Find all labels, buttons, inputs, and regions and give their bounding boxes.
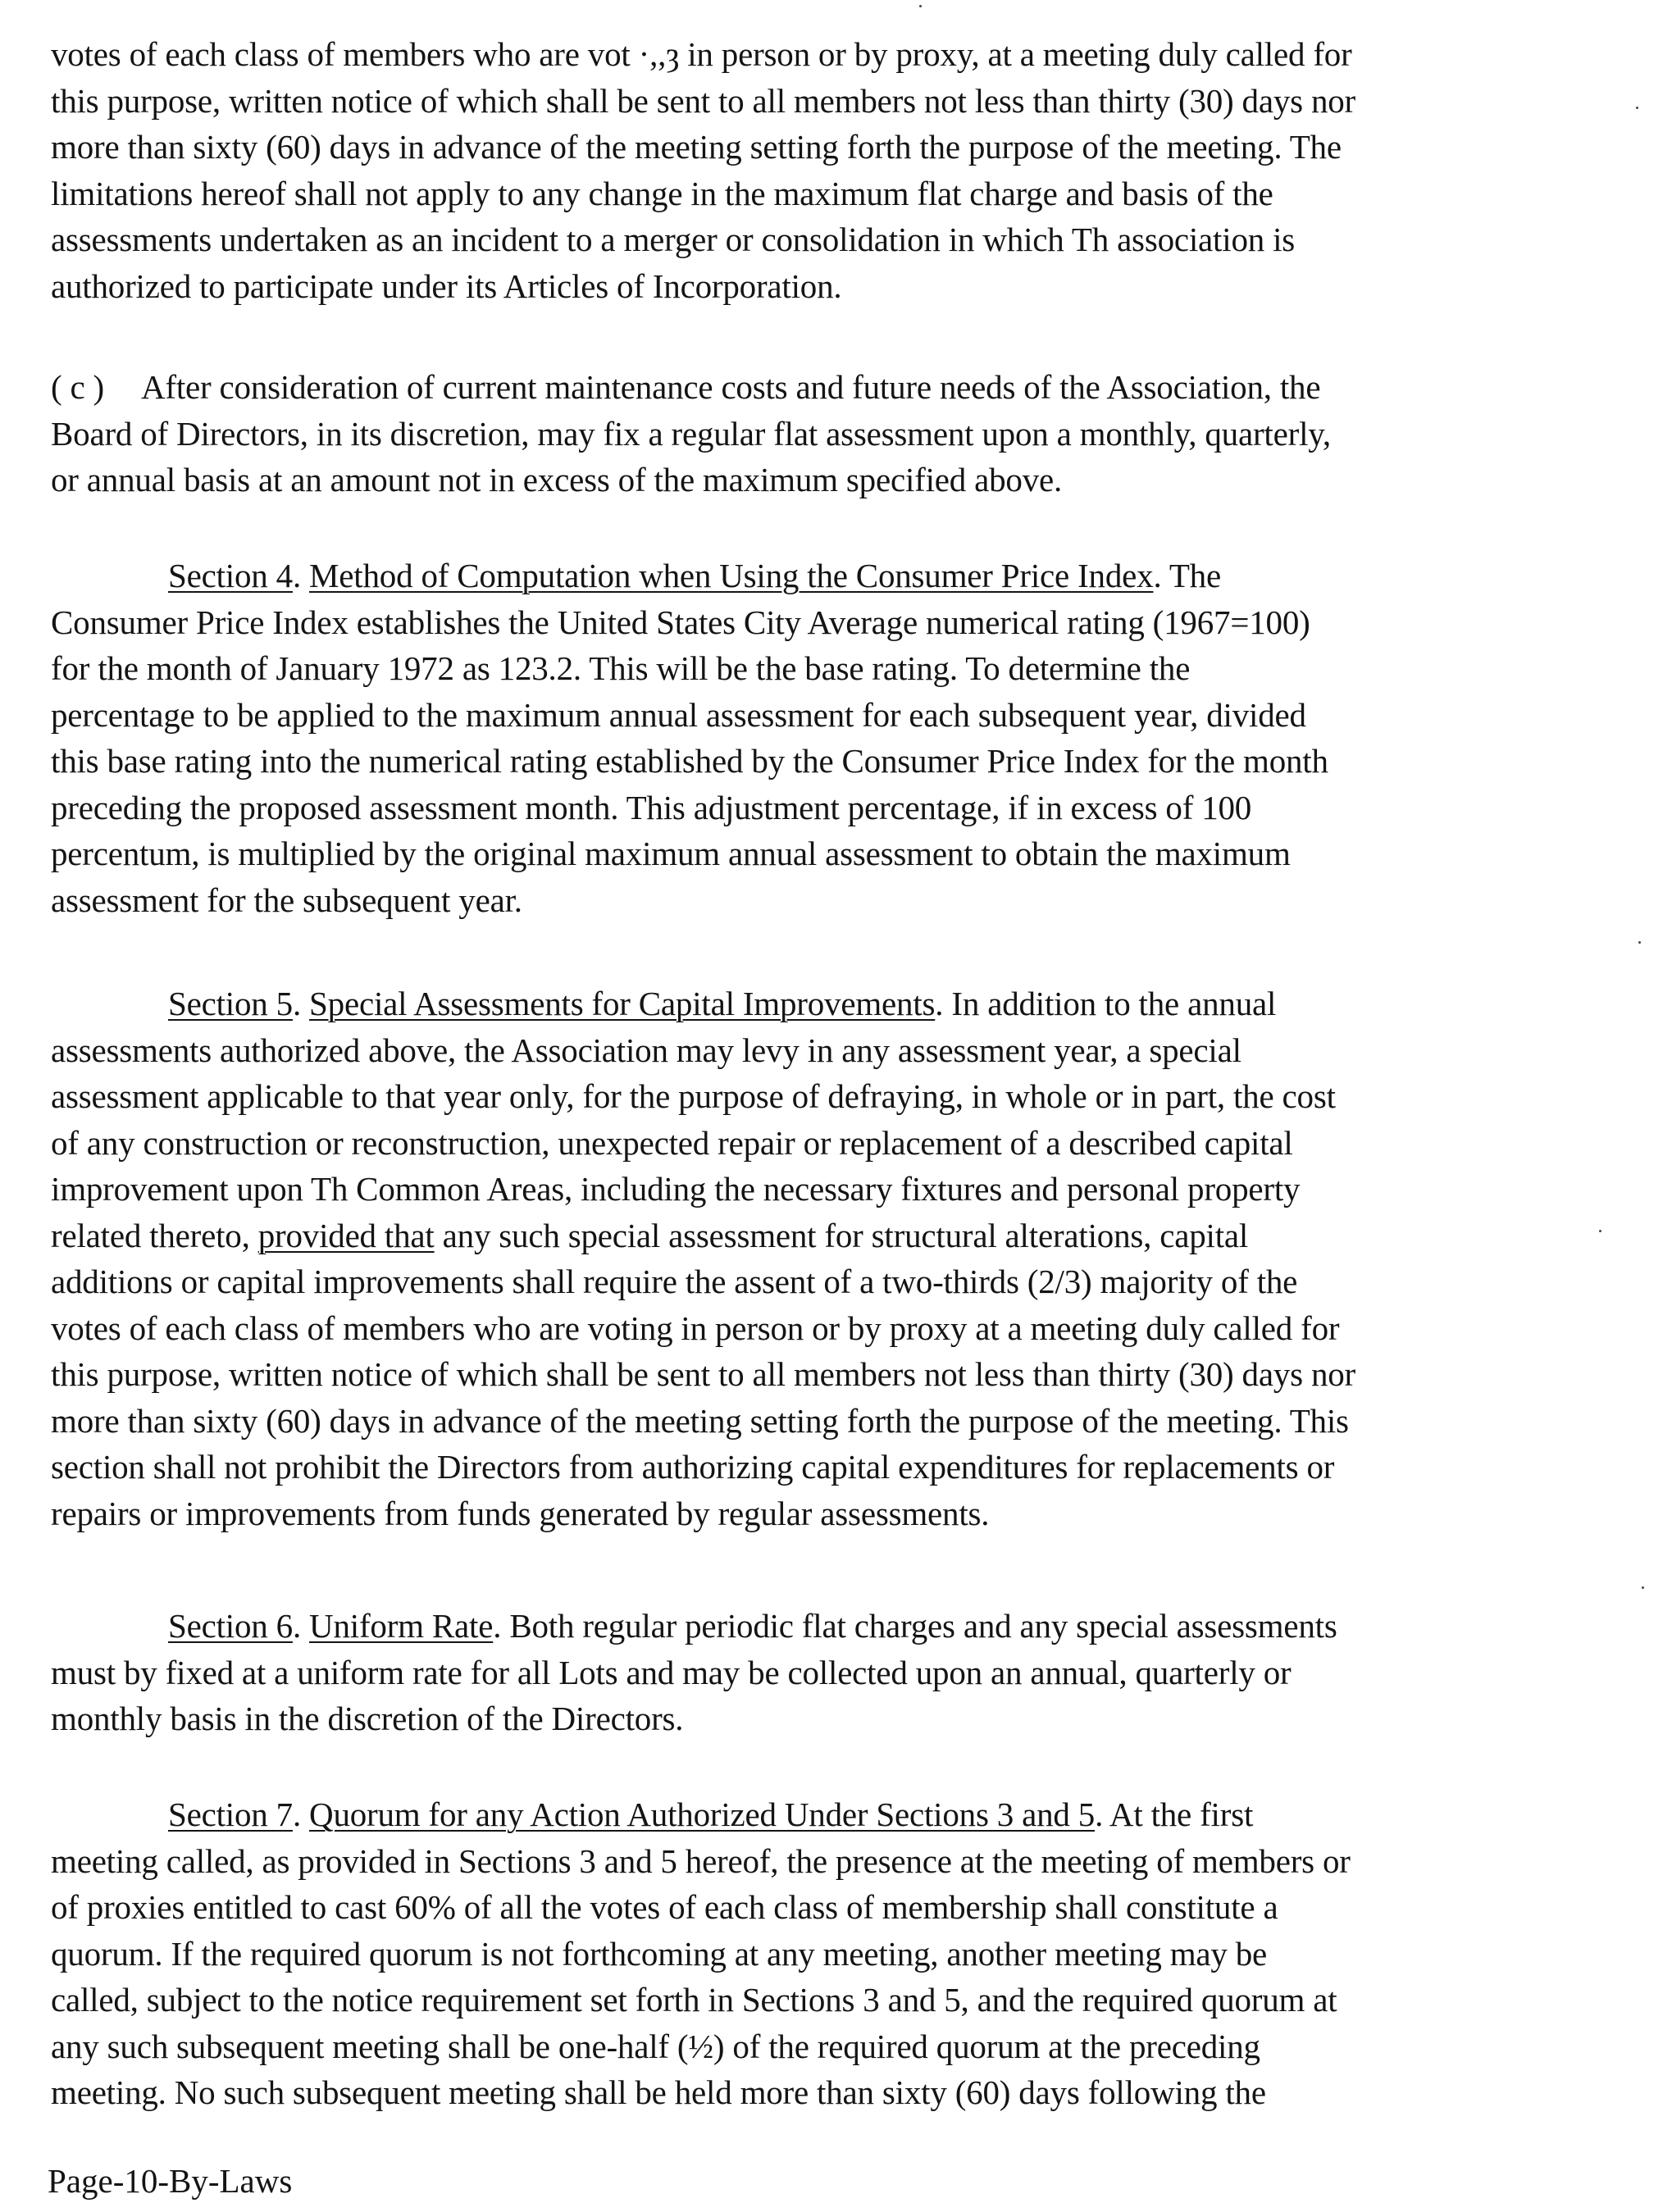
section-5-proviso-line: [51, 1213, 1576, 1259]
scan-speck: [1642, 1586, 1644, 1589]
scan-speck: [1638, 941, 1641, 944]
section-4-line: Consumer Price Index establishes the United States City Average numerical rating (1967=100): [51, 603, 1310, 641]
section-7-line: any such subsequent meeting shall be one-half (½) of the required quorum at the preceding: [51, 2027, 1260, 2065]
section-6-title: Uniform Rate: [309, 1607, 494, 1645]
section-6: [51, 1603, 1576, 1742]
section-6-heading-line: Section 6. Uniform Rate. Both regular periodic flat charges and any special assessments: [168, 1607, 1337, 1645]
paragraph-c: [51, 364, 1576, 503]
section-5-number: Section 5: [168, 985, 293, 1022]
section-5-line: assessment applicable to that year only, for the purpose of defraying, in whole or in part, the cost: [51, 1077, 1336, 1115]
section-6-line: must by fixed at a uniform rate for all Lots and may be collected upon an annual, quarterly or: [51, 1653, 1292, 1691]
section-5-line: votes of each class of members who are voting in person or by proxy at a meeting duly called for: [51, 1309, 1340, 1347]
section-5-line: repairs or improvements from funds generated by regular assessments.: [51, 1494, 990, 1532]
section-5-heading-line: Section 5. Special Assessments for Capital Improvements. In addition to the annual: [168, 985, 1277, 1022]
section-7-line: quorum. If the required quorum is not forthcoming at any meeting, another meeting may be: [51, 1934, 1268, 1973]
section-7-line: of proxies entitled to cast 60% of all the votes of each class of membership shall constitute a: [51, 1888, 1278, 1926]
section-4-line: assessment for the subsequent year.: [51, 881, 522, 919]
page-footer: Page-10-By-Laws: [48, 2162, 293, 2200]
section-7-heading-line: Section 7. Quorum for any Action Authorized Under Sections 3 and 5. At the first: [168, 1796, 1254, 1833]
section-4: [51, 553, 1576, 923]
section-5: [51, 981, 1576, 1536]
section-7-first-line-rest: At the first: [1103, 1796, 1254, 1833]
section-5-proviso-suffix: any such special assessment for structural alterations, capital: [434, 1216, 1249, 1254]
section-7-number: Section 7: [168, 1796, 293, 1833]
section-4-line: preceding the proposed assessment month. This adjustment percentage, if in excess of 100: [51, 788, 1252, 826]
section-5-line: this purpose, written notice of which shall be sent to all members not less than thirty (30) days nor: [51, 1355, 1356, 1393]
paragraph-c-line: Board of Directors, in its discretion, may fix a regular flat assessment upon a monthly, quarterly,: [51, 414, 1331, 453]
section-4-line: percentage to be applied to the maximum annual assessment for each subsequent year, divided: [51, 695, 1306, 734]
section-5-first-line-rest: In addition to the annual: [943, 985, 1277, 1022]
section-4-first-line-rest: The: [1161, 557, 1221, 594]
section-5-line: of any construction or reconstruction, unexpected repair or replacement of a described capital: [51, 1123, 1293, 1162]
intro-paragraph: [51, 31, 1576, 309]
section-5-proviso-prefix: related thereto,: [51, 1216, 258, 1254]
section-5-title: Special Assessments for Capital Improvements: [309, 985, 936, 1022]
intro-line: more than sixty (60) days in advance of the meeting setting forth the purpose of the meeting. The: [51, 128, 1342, 166]
scan-speck: [919, 5, 922, 7]
section-4-title: Method of Computation when Using the Consumer Price Index: [309, 557, 1154, 594]
section-5-line: improvement upon Th Common Areas, including the necessary fixtures and personal property: [51, 1170, 1301, 1208]
paragraph-c-label: ( c ): [51, 368, 105, 406]
intro-line: limitations hereof shall not apply to any change in the maximum flat charge and basis of the: [51, 174, 1273, 212]
section-4-number: Section 4: [168, 557, 293, 594]
section-6-number: Section 6: [168, 1607, 293, 1645]
section-4-line: percentum, is multiplied by the original maximum annual assessment to obtain the maximum: [51, 835, 1291, 872]
paragraph-c-line: After consideration of current maintenance costs and future needs of the Association, the: [141, 368, 1321, 406]
section-6-first-line-rest: Both regular periodic flat charges and any special assessments: [501, 1607, 1337, 1645]
intro-line: authorized to participate under its Articles of Incorporation.: [51, 266, 842, 305]
section-5-proviso: provided that: [257, 1216, 435, 1254]
section-6-line: monthly basis in the discretion of the Directors.: [51, 1700, 684, 1737]
scan-speck: [1599, 1230, 1601, 1232]
section-5-line: more than sixty (60) days in advance of the meeting setting forth the purpose of the meeting. This: [51, 1401, 1349, 1440]
section-4-line: for the month of January 1972 as 123.2. This will be the base rating. To determine the: [51, 649, 1191, 687]
section-4-heading-line: Section 4. Method of Computation when Using the Consumer Price Index. The: [168, 557, 1221, 594]
section-5-line: section shall not prohibit the Directors from authorizing capital expenditures for replacements or: [51, 1448, 1335, 1486]
section-7-line: meeting called, as provided in Sections 3 and 5 hereof, the presence at the meeting of members or: [51, 1841, 1351, 1880]
section-7-line: meeting. No such subsequent meeting shall be held more than sixty (60) days following the: [51, 2073, 1266, 2111]
section-7-line: called, subject to the notice requirement set forth in Sections 3 and 5, and the required quorum at: [51, 1981, 1337, 2019]
scan-speck: [1636, 107, 1638, 109]
section-7-title: Quorum for any Action Authorized Under Sections 3 and 5: [309, 1796, 1096, 1833]
section-7: [51, 1791, 1576, 2116]
section-4-line: this base rating into the numerical rating established by the Consumer Price Index for the month: [51, 742, 1328, 780]
section-5-line: assessments authorized above, the Association may levy in any assessment year, a special: [51, 1031, 1241, 1069]
intro-line: assessments undertaken as an incident to a merger or consolidation in which Th association is: [51, 221, 1296, 258]
paragraph-c-line: or annual basis at an amount not in excess of the maximum specified above.: [51, 461, 1063, 498]
intro-line: this purpose, written notice of which shall be sent to all members not less than thirty (30) days nor: [51, 81, 1356, 120]
section-5-line: additions or capital improvements shall require the assent of a two-thirds (2/3) majority of the: [51, 1263, 1298, 1300]
paragraph-c-first-line: [51, 364, 1576, 411]
intro-line: votes of each class of members who are vot ·,,ȝ in person or by proxy, at a meeting duly called for: [51, 35, 1352, 73]
